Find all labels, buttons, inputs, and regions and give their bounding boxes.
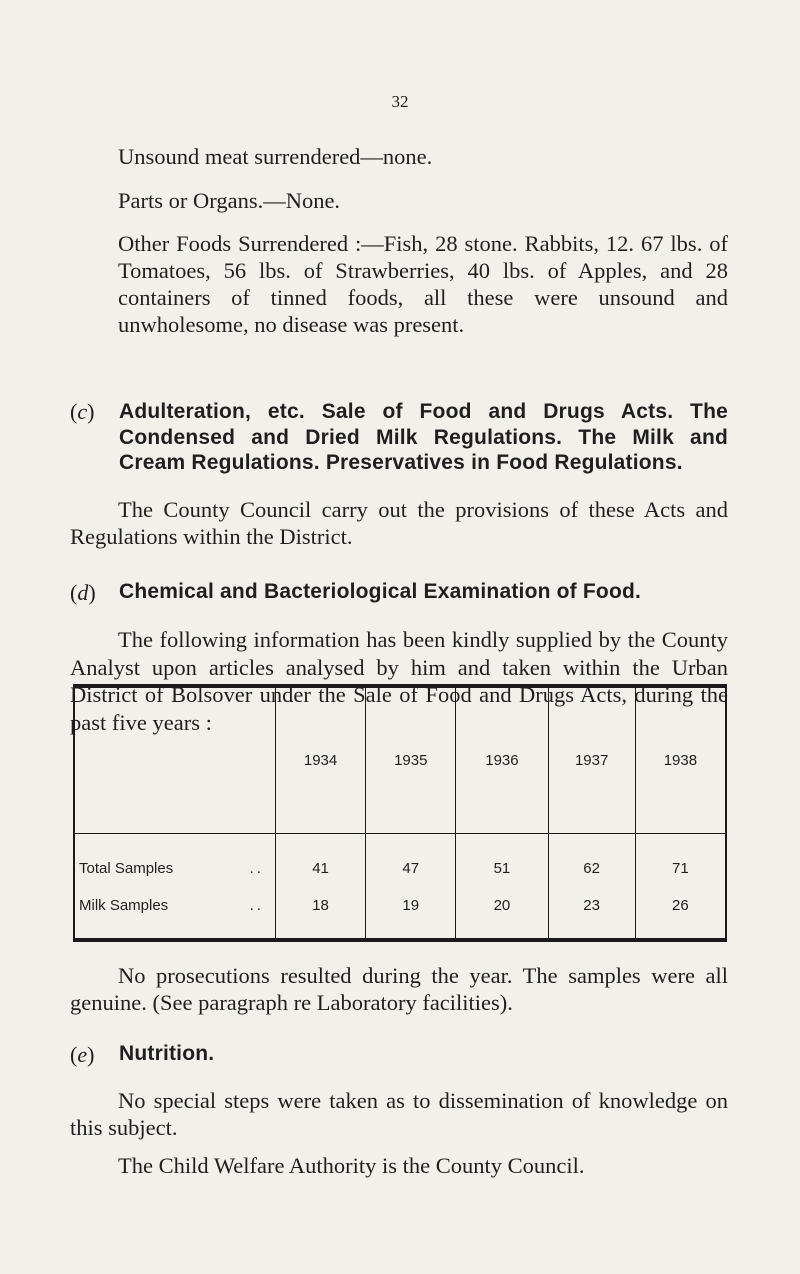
table-header-row — [74, 686, 726, 834]
section-e-label: (e) — [70, 1042, 95, 1067]
table-cell: 20 — [456, 885, 548, 940]
section-d-heading: Chemical and Bacteriological Examination of Food. — [119, 580, 642, 603]
page-number: 32 — [391, 92, 409, 111]
year-header-1934: 1934 — [275, 686, 365, 834]
year-header-1936: 1936 — [456, 686, 548, 834]
table-cell: 47 — [366, 834, 456, 886]
other-foods-paragraph — [118, 230, 728, 338]
table-cell: 18 — [275, 885, 365, 940]
section-d-after-text: No prosecutions resulted during the year. The samples were all genuine. (See paragraph re Laboratory facilities). — [70, 963, 728, 1015]
year-header-1938: 1938 — [635, 686, 726, 834]
row-label-total-samples: Total Samples .. — [79, 859, 264, 877]
section-e-heading: Nutrition. — [119, 1042, 215, 1065]
unsound-meat-line: Unsound meat surrendered—none. — [118, 144, 433, 169]
table-row — [74, 834, 726, 886]
samples-table — [73, 684, 727, 942]
year-header-1935: 1935 — [366, 686, 456, 834]
table-row — [74, 885, 726, 940]
table-cell: 23 — [548, 885, 635, 940]
section-d-body: The following information has been kindly supplied by the County Analyst upon articles analysed by him and taken within the Urban District of Bolsover under the Sale of Food and Drugs Acts, during the past five years : — [70, 627, 728, 735]
other-foods-text: Other Foods Surrendered :—Fish, 28 stone. Rabbits, 12. 67 lbs. of Tomatoes, 56 lbs. of Strawberries, 40 lbs. of Apples, and 28 containers of tinned foods, all these were unsound and unwholesome, no disease was present. — [118, 231, 728, 337]
section-c-label: (c) — [70, 399, 95, 424]
table-cell: 51 — [456, 834, 548, 886]
section-c-heading: Adulteration, etc. Sale of Food and Drugs Acts. The Condensed and Dried Milk Regulations. The Milk and Cream Regulations. Preservatives in Food Regulations. — [119, 400, 728, 474]
table-corner-cell — [74, 686, 275, 834]
section-e-body-1: No special steps were taken as to dissemination of knowledge on this subject. — [70, 1088, 728, 1140]
row-label-milk-samples: Milk Samples .. — [79, 896, 264, 914]
table-cell: 71 — [635, 834, 726, 886]
section-e-body-2: The Child Welfare Authority is the County Council. — [118, 1153, 585, 1178]
section-c-body: The County Council carry out the provisions of these Acts and Regulations within the District. — [70, 497, 728, 549]
table-cell: 26 — [635, 885, 726, 940]
table-cell: 62 — [548, 834, 635, 886]
table-cell: 19 — [366, 885, 456, 940]
parts-organs-line: Parts or Organs.—None. — [118, 188, 341, 213]
leader-dots: .. — [249, 859, 264, 877]
table-cell: 41 — [275, 834, 365, 886]
section-d-label: (d) — [70, 580, 96, 605]
year-header-1937: 1937 — [548, 686, 635, 834]
leader-dots: .. — [249, 896, 264, 914]
